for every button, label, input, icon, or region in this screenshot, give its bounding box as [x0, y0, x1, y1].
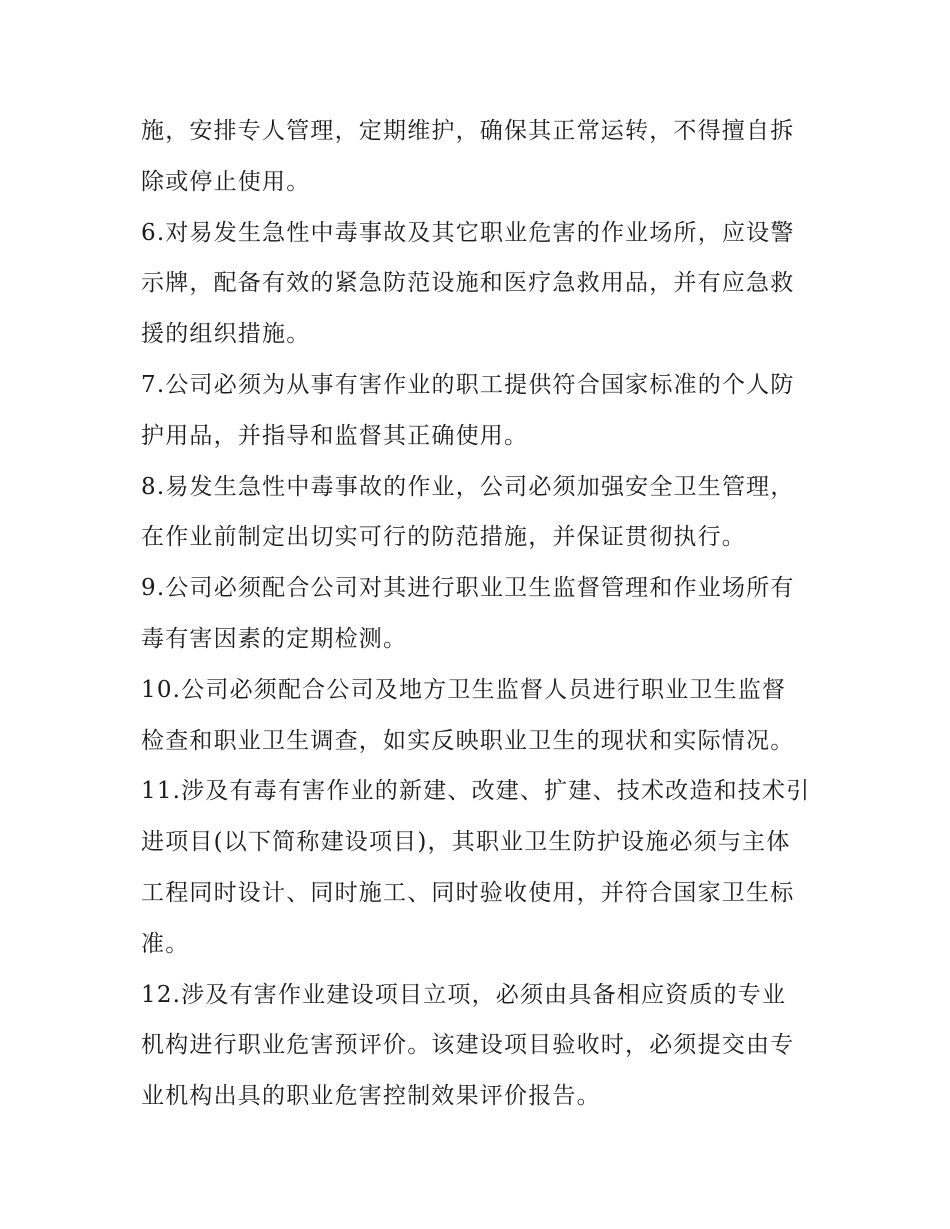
text-line: 护用品，并指导和监督其正确使用。 — [141, 422, 529, 449]
text-line: 11.涉及有毒有害作业的新建、改建、扩建、技术改造和技术引 — [141, 778, 811, 805]
text-line: 援的组织措施。 — [141, 321, 311, 348]
paragraph-6 — [141, 208, 821, 360]
text-line: 在作业前制定出切实可行的防范措施，并保证贯彻执行。 — [141, 524, 746, 551]
text-line: 8.易发生急性中毒事故的作业，公司必须加强安全卫生管理， — [141, 473, 795, 500]
text-line: 毒有害因素的定期检测。 — [141, 625, 408, 652]
text-line: 12.涉及有害作业建设项目立项，必须由具备相应资质的专业 — [141, 981, 787, 1008]
text-line: 施，安排专人管理，定期维护，确保其正常运转，不得擅自拆 — [141, 118, 795, 144]
text-line: 10.公司必须配合公司及地方卫生监督人员进行职业卫生监督 — [141, 676, 787, 703]
paragraph-12 — [141, 970, 821, 1122]
text-line: 除或停止使用。 — [141, 168, 311, 195]
paragraph-7 — [141, 360, 821, 462]
paragraph-10 — [141, 665, 821, 767]
document-body — [141, 106, 821, 1122]
paragraph-8 — [141, 462, 821, 564]
text-line: 7.公司必须为从事有害作业的职工提供符合国家标准的个人防 — [141, 371, 795, 398]
text-line: 机构进行职业危害预评价。该建设项目验收时，必须提交由专 — [141, 1032, 795, 1059]
text-line: 示牌，配备有效的紧急防范设施和医疗急救用品，并有应急救 — [141, 270, 795, 297]
text-line: 9.公司必须配合公司对其进行职业卫生监督管理和作业场所有 — [141, 575, 795, 602]
paragraph-11 — [141, 766, 821, 969]
text-line: 进项目(以下简称建设项目)，其职业卫生防护设施必须与主体 — [141, 829, 791, 856]
text-line: 业机构出具的职业危害控制效果评价报告。 — [141, 1083, 601, 1110]
text-line: 检查和职业卫生调查，如实反映职业卫生的现状和实际情况。 — [141, 727, 795, 754]
text-line: 准。 — [141, 930, 190, 957]
text-line: 工程同时设计、同时施工、同时验收使用，并符合国家卫生标 — [141, 879, 795, 906]
paragraph-5-continued — [141, 106, 821, 208]
paragraph-9 — [141, 563, 821, 665]
text-line: 6.对易发生急性中毒事故及其它职业危害的作业场所，应设警 — [141, 219, 795, 246]
